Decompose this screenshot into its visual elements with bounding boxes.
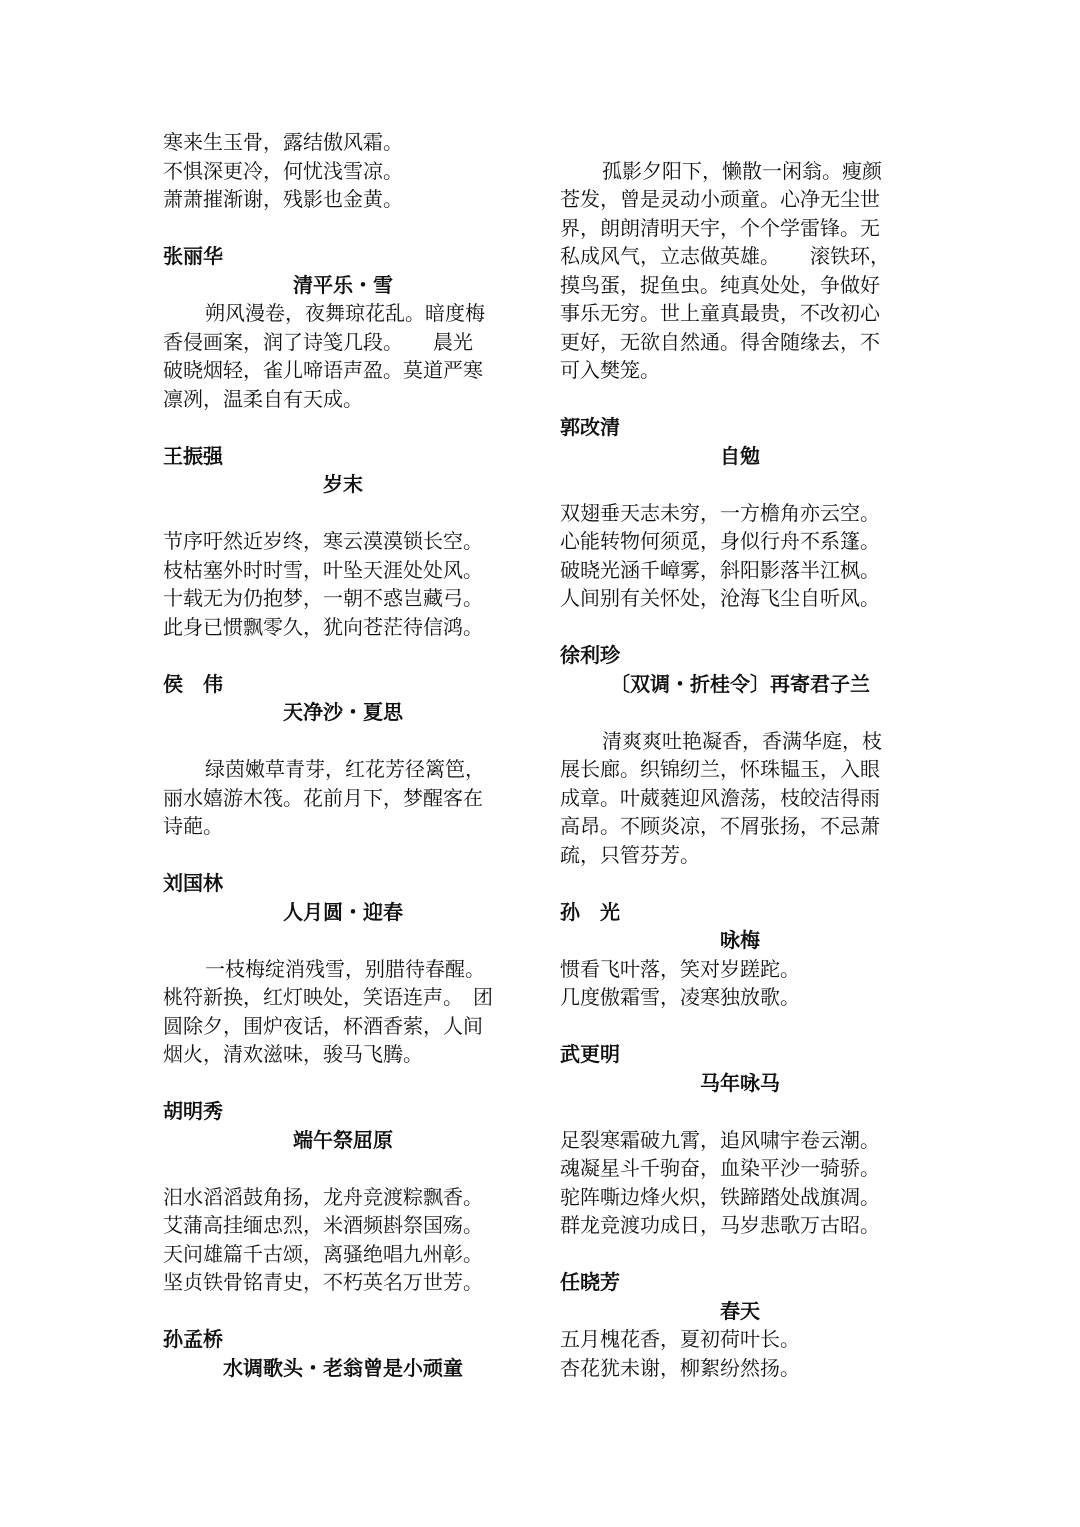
poem-line: 破晓光涵千嶂雾，斜阳影落半江枫。 — [560, 557, 880, 582]
poem-line: 几度傲霜雪，凌寒独放歌。 — [560, 985, 800, 1009]
spacer — [163, 727, 523, 756]
poem-line: 十载无为仍抱梦，一朝不惑岂藏弓。 — [163, 586, 483, 610]
poem-line: 桃符新换，红灯映处，笑语连声。 团 — [163, 985, 493, 1009]
poem-line: 摸鸟蛋，捉鱼虫。纯真处处，争做好 — [560, 272, 880, 297]
spacer — [560, 128, 920, 157]
poem-line: 心能转物何须觅，身似行舟不系篷。 — [560, 529, 880, 553]
poem-line: 足裂寒霜破九霄，追风啸宇卷云潮。 — [560, 1127, 880, 1152]
poem-line: 汨水滔滔鼓角扬，龙舟竞渡粽飘香。 — [163, 1184, 483, 1209]
poem-line: 枝枯塞外时时雪，叶坠天涯处处风。 — [163, 557, 483, 582]
poem-author: 刘国林 — [163, 871, 223, 895]
poem-line: 不惧深更冷，何忧浅雪凉。 — [163, 158, 403, 183]
poem-line: 双翅垂天志未穷，一方檐角亦云空。 — [560, 500, 880, 525]
poem-line: 凛冽，温柔自有天成。 — [163, 386, 363, 411]
spacer — [163, 214, 523, 243]
poem-line: 五月槐花香，夏初荷叶长。 — [560, 1327, 800, 1351]
poem-line: 界，朗朗清明天宇，个个学雷锋。无 — [560, 215, 880, 240]
spacer — [163, 841, 523, 870]
poem-title: 水调歌头・老翁曾是小顽童 — [223, 1355, 463, 1380]
poem-line: 更好，无欲自然通。得舍随缘去，不 — [560, 329, 880, 354]
spacer — [163, 926, 523, 955]
poem-line: 可入樊笼。 — [560, 358, 660, 382]
poem-line: 诗葩。 — [163, 814, 223, 838]
poem-title: 咏梅 — [720, 928, 760, 952]
poem-line: 丽水嬉游木筏。花前月下，梦醒客在 — [163, 785, 483, 810]
poem-line: 一枝梅绽消残雪，别腊待春醒。 — [205, 956, 485, 981]
poem-author: 任晓芳 — [560, 1270, 620, 1294]
poem-line: 绿茵嫩草青芽，红花芳径篱笆， — [205, 757, 485, 781]
poem-title: 马年咏马 — [700, 1070, 780, 1095]
spacer — [560, 470, 920, 499]
poem-line: 成章。叶葳蕤迎风澹荡，枝皎洁得雨 — [560, 785, 880, 810]
poem-line: 艾蒲高挂缅忠烈，米酒频斟祭国殇。 — [163, 1213, 483, 1237]
poem-line: 孤影夕阳下，懒散一闲翁。瘦颜 — [602, 158, 882, 183]
spacer — [560, 1097, 920, 1126]
poem-author: 王振强 — [163, 443, 223, 468]
poem-author: 孙 光 — [560, 899, 620, 924]
poem-line: 疏，只管芬芳。 — [560, 842, 700, 867]
poem-title: 端午祭屈原 — [293, 1127, 393, 1152]
spacer — [560, 1240, 920, 1269]
poem-line: 群龙竞渡功成日，马岁悲歌万古昭。 — [560, 1213, 880, 1237]
spacer — [163, 1297, 523, 1326]
poem-line: 破晓烟轻，雀儿啼语声盈。莫道严寒 — [163, 358, 483, 382]
poem-line: 萧萧摧渐谢，残影也金黄。 — [163, 187, 403, 211]
poem-author: 郭改清 — [560, 415, 620, 439]
spacer — [560, 385, 920, 414]
spacer — [163, 499, 523, 528]
spacer — [163, 641, 523, 670]
poem-line: 寒来生玉骨，露结傲风霜。 — [163, 130, 403, 154]
poem-line: 人间别有关怀处，沧海飞尘自听风。 — [560, 586, 880, 610]
poem-line: 朔风漫卷，夜舞琼花乱。暗度梅 — [205, 301, 485, 325]
poem-author: 武更明 — [560, 1042, 620, 1066]
poem-title: 春天 — [720, 1298, 760, 1323]
poem-line: 事乐无穷。世上童真最贵，不改初心 — [560, 301, 880, 325]
poem-line: 苍发，曾是灵动小顽童。心净无尘世 — [560, 187, 880, 211]
poem-title: 岁末 — [323, 472, 363, 496]
poem-line: 此身已惯飘零久，犹向苍茫待信鸿。 — [163, 614, 483, 639]
poem-title: 清平乐・雪 — [293, 272, 393, 297]
poem-line: 清爽爽吐艳凝香，香满华庭，枝 — [602, 728, 882, 753]
poem-author: 侯 伟 — [163, 671, 223, 696]
spacer — [560, 613, 920, 642]
poem-author: 张丽华 — [163, 244, 223, 268]
spacer — [560, 698, 920, 727]
poem-line: 惯看飞叶落，笑对岁蹉跎。 — [560, 956, 800, 981]
poem-author: 孙孟桥 — [163, 1327, 223, 1351]
spacer — [163, 1069, 523, 1098]
left-column — [163, 128, 523, 1382]
spacer — [560, 869, 920, 898]
poem-line: 节序吁然近岁终，寒云漠漠锁长空。 — [163, 529, 483, 553]
poem-line: 魂凝星斗千驹奋，血染平沙一骑骄。 — [560, 1156, 880, 1180]
spacer — [560, 1012, 920, 1041]
poem-title: 〔双调・折桂令〕再寄君子兰 — [610, 671, 870, 696]
poem-line: 香侵画案，润了诗笺几段。 晨光 — [163, 329, 473, 354]
poem-line: 杏花犹未谢，柳絮纷然扬。 — [560, 1355, 800, 1380]
poem-title: 天净沙・夏思 — [283, 700, 403, 724]
poem-line: 展长廊。织锦纫兰，怀珠韫玉，入眼 — [560, 757, 880, 781]
poem-line: 圆除夕，围炉夜话，杯酒香萦，人间 — [163, 1013, 483, 1038]
poem-author: 胡明秀 — [163, 1099, 223, 1123]
right-column — [560, 128, 920, 1382]
poem-line: 天问雄篇千古颂，离骚绝唱九州彰。 — [163, 1241, 483, 1266]
poem-line: 高昂。不顾炎凉，不屑张扬，不忌萧 — [560, 814, 880, 838]
spacer — [163, 1154, 523, 1183]
poem-line: 坚贞铁骨铭青史，不朽英名万世芳。 — [163, 1270, 483, 1294]
poem-author: 徐利珍 — [560, 643, 620, 667]
poem-line: 驼阵嘶边烽火炽，铁蹄踏处战旗凋。 — [560, 1184, 880, 1209]
poem-line: 烟火，清欢滋味，骏马飞腾。 — [163, 1042, 423, 1066]
poem-line: 私成风气，立志做英雄。 滚铁环， — [560, 244, 890, 268]
poem-title: 自勉 — [720, 443, 760, 468]
poem-title: 人月圆・迎春 — [283, 899, 403, 924]
spacer — [163, 413, 523, 442]
